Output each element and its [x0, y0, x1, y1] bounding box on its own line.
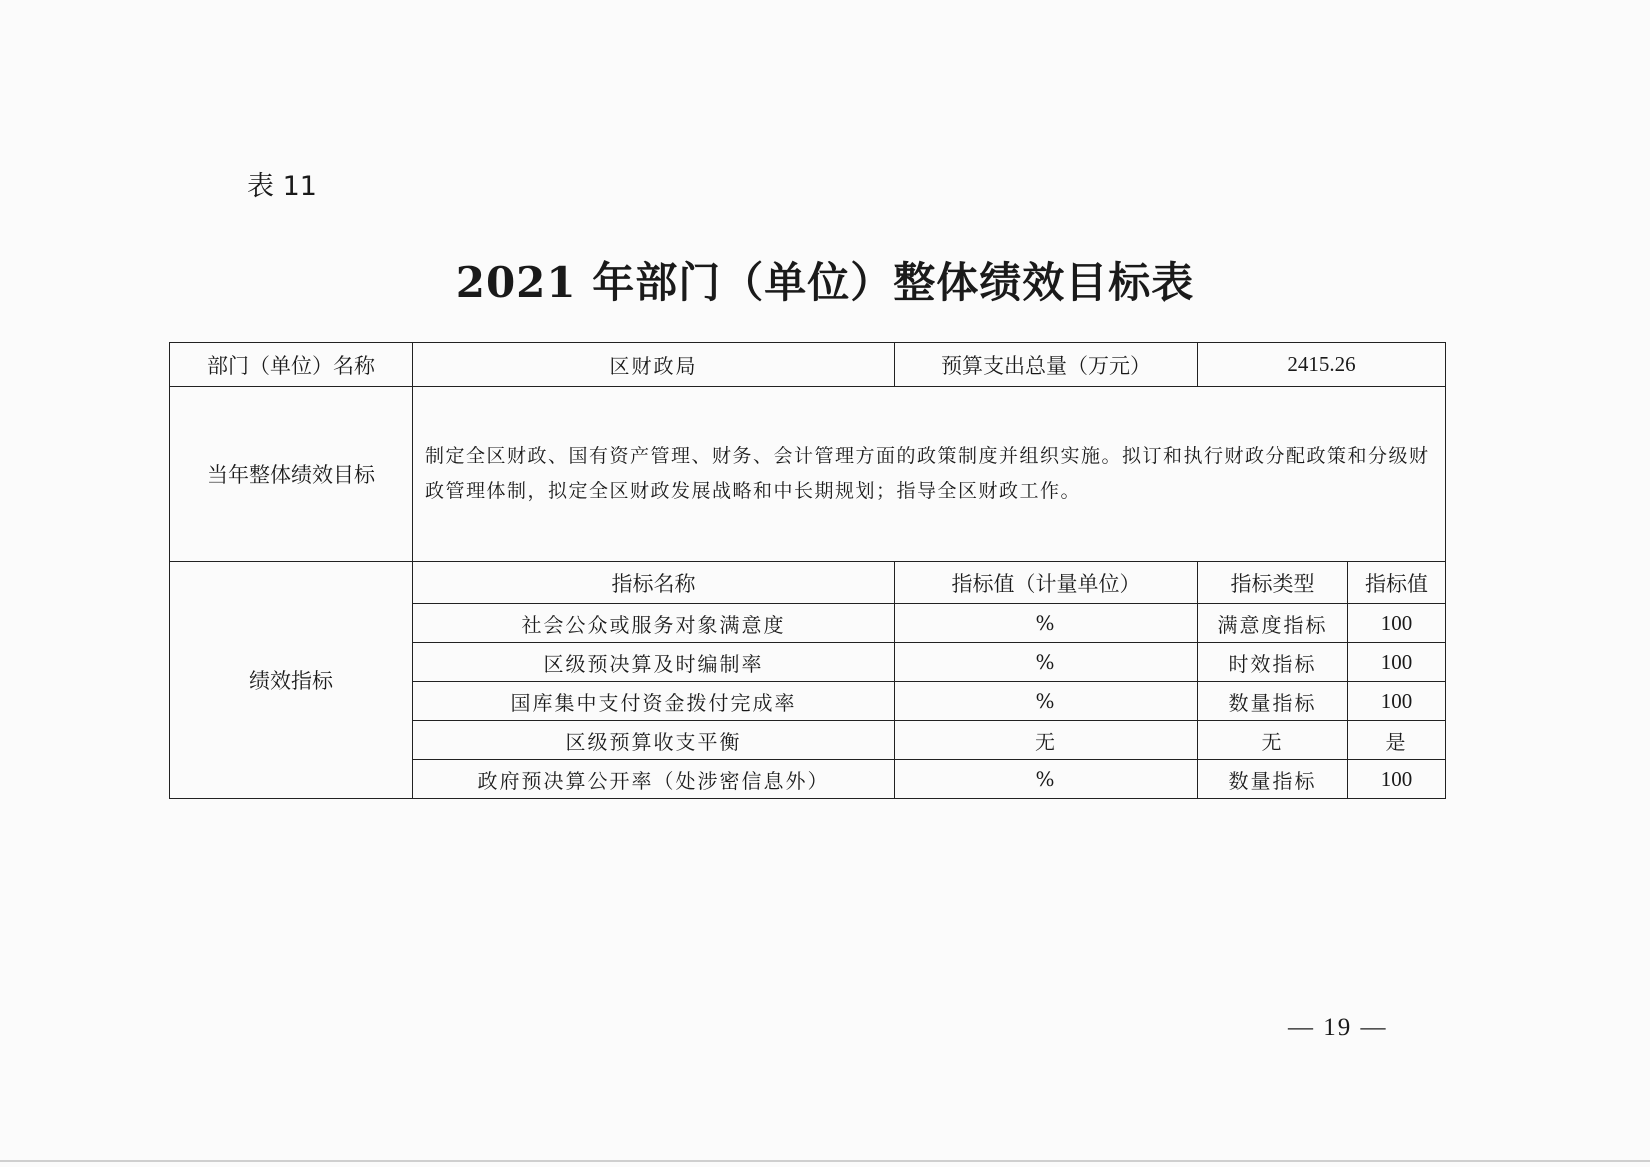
scan-edge-divider — [0, 1160, 1650, 1162]
header-indicator-type: 指标类型 — [1198, 562, 1348, 604]
goal-row — [170, 387, 1446, 562]
indicator-name: 社会公众或服务对象满意度 — [413, 604, 895, 643]
annual-goal-text: 制定全区财政、国有资产管理、财务、会计管理方面的政策制度并组织实施。拟订和执行财政分配政策和分级财政管理体制，拟定全区财政发展战略和中长期规划；指导全区财政工作。 — [413, 387, 1446, 562]
indicator-unit: % — [895, 643, 1198, 682]
indicator-name: 区级预决算及时编制率 — [413, 643, 895, 682]
indicator-header-row — [170, 562, 1446, 604]
indicator-unit: 无 — [895, 721, 1198, 760]
indicator-value: 100 — [1348, 682, 1446, 721]
indicator-type: 数量指标 — [1198, 760, 1348, 799]
dept-name-value: 区财政局 — [413, 343, 895, 387]
indicators-label: 绩效指标 — [170, 562, 413, 799]
indicator-type: 时效指标 — [1198, 643, 1348, 682]
indicator-type: 满意度指标 — [1198, 604, 1348, 643]
page-number: — 19 — — [1288, 1014, 1388, 1041]
header-indicator-unit: 指标值（计量单位） — [895, 562, 1198, 604]
indicator-unit: % — [895, 682, 1198, 721]
budget-total-label: 预算支出总量（万元） — [895, 343, 1198, 387]
table-number-label: 表 11 — [247, 171, 317, 202]
performance-goal-table — [169, 342, 1446, 799]
indicator-type: 无 — [1198, 721, 1348, 760]
indicator-type: 数量指标 — [1198, 682, 1348, 721]
header-indicator-value: 指标值 — [1348, 562, 1446, 604]
summary-row — [170, 343, 1446, 387]
indicator-unit: % — [895, 760, 1198, 799]
indicator-unit: % — [895, 604, 1198, 643]
document-title: 2021 年部门（单位）整体绩效目标表 — [455, 258, 1195, 307]
annual-goal-label: 当年整体绩效目标 — [170, 387, 413, 562]
indicator-value: 是 — [1348, 721, 1446, 760]
budget-total-value: 2415.26 — [1198, 343, 1446, 387]
dept-name-label: 部门（单位）名称 — [170, 343, 413, 387]
indicator-name: 国库集中支付资金拨付完成率 — [413, 682, 895, 721]
indicator-name: 政府预决算公开率（处涉密信息外） — [413, 760, 895, 799]
indicator-value: 100 — [1348, 604, 1446, 643]
indicator-name: 区级预算收支平衡 — [413, 721, 895, 760]
header-indicator-name: 指标名称 — [413, 562, 895, 604]
indicator-value: 100 — [1348, 760, 1446, 799]
indicator-value: 100 — [1348, 643, 1446, 682]
